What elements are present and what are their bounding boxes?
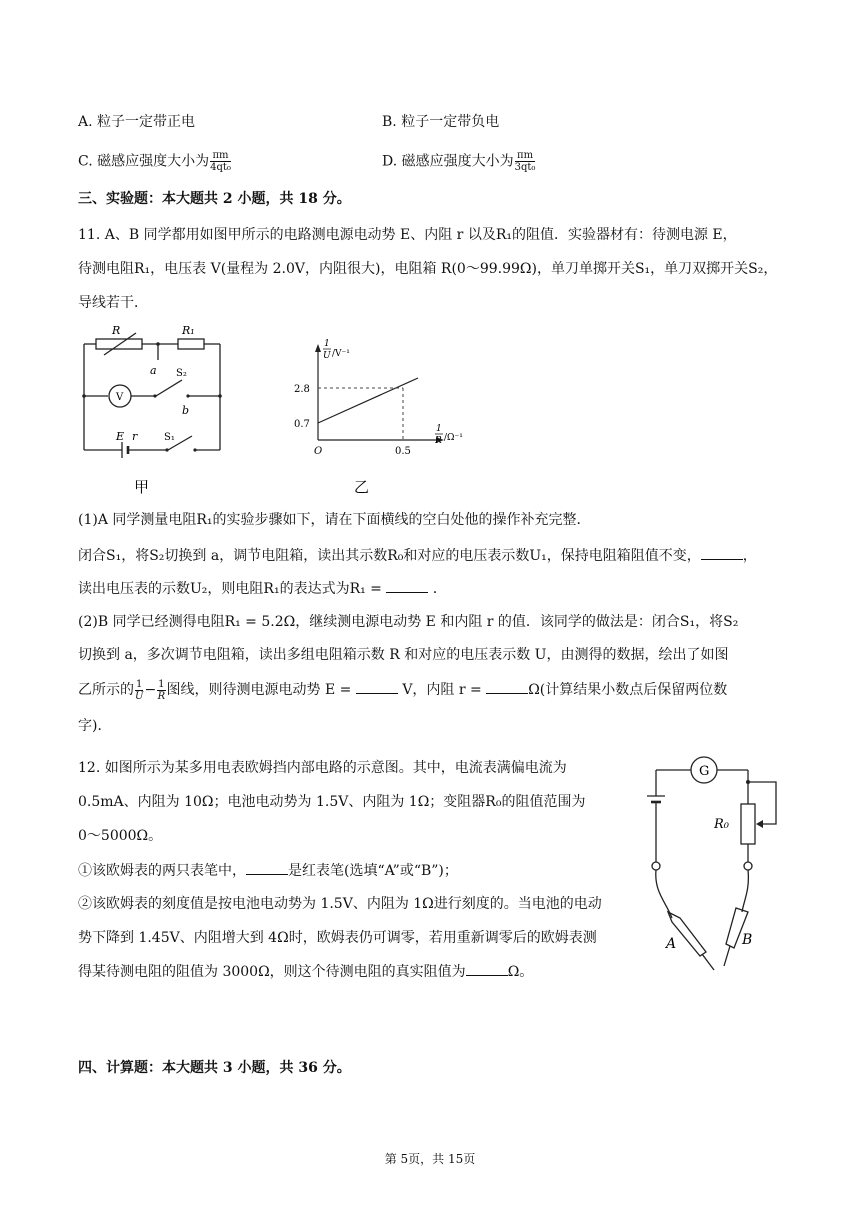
y-axis-num: 1 [324,339,330,349]
answer-blank-6[interactable] [466,961,508,976]
label-r: r [132,430,138,443]
ohmmeter-figure [636,752,796,974]
frac-u-num: 1 [136,678,143,690]
q11-p2-line-3-text: 乙所示的 [78,682,134,698]
label-R: R [112,324,121,337]
option-b: B. 粒子一定带负电 [382,114,500,130]
origin-label: O [314,446,323,457]
section-3-title: 三、实验题：本大题共 2 小题，共 18 分。 [78,191,351,207]
q12-line-7-end: Ω。 [507,964,534,980]
q12-line-4-end: 是红表笔(选填“A”或“B”)； [288,863,458,879]
frac-u-den: U [135,690,144,702]
q11-p1-line-2 [78,545,757,566]
q11-p2-line-3-unit: V，内阻 r = [402,682,482,698]
probe-B-label: B [742,932,753,948]
q11-p2-line-2: 切换到 a，多次调节电阻箱，读出多组电阻箱示数 R 和对应的电压表示数 U，由测得的数据，绘出了如图 [78,647,729,663]
frac-r-den: R [157,690,166,702]
minus-sign: − [144,682,157,698]
x-axis-unit: /Ω⁻¹ [444,433,463,443]
x-axis-num: 1 [436,424,442,434]
label-b: b [182,404,190,417]
q11-p1-line-3-end: ． [432,581,447,597]
option-c-text: C. 磁感应强度大小为 [78,153,210,170]
answer-blank-1[interactable] [701,545,743,560]
option-d-den: 3qt₀ [514,162,536,173]
option-d-fraction [515,150,536,173]
q12-line-2: 0.5mA、内阻为 10Ω；电池电动势为 1.5V、内阻为 1Ω；变阻器R₀的阻值范围为 [78,794,586,810]
circuit-figure-jia [78,322,238,502]
q12-line-5: ②该欧姆表的刻度值是按电池电动势为 1.5V、内阻为 1Ω进行刻度的。当电池的电动 [78,896,602,912]
label-S1: S₁ [164,432,175,443]
q11-p1-line-2-end: ， [742,548,757,564]
caption-yi: 乙 [354,478,370,496]
probe-A-label: A [666,936,677,952]
q11-p1-line-1: (1)A 同学测量电阻R₁的实验步骤如下，请在下面横线的空白处他的操作补充完整． [78,512,591,528]
answer-blank-5[interactable] [246,860,288,875]
tick-2-8: 2.8 [294,384,310,395]
q11-p1-line-2-text: 闭合S₁，将S₂切换到 a，调节电阻箱，读出其示数R₀和对应的电压表示数U₁，保持电阻箱阻值不变， [78,548,701,564]
label-E: E [116,430,125,443]
frac-1-over-R [157,679,165,702]
graph-figure-yi [290,330,480,500]
y-axis-den: U [323,351,331,361]
answer-blank-2[interactable] [386,578,428,593]
q11-p2-line-4: 字)． [78,718,112,734]
label-V: V [116,392,124,403]
page-footer: 第 5页，共 15页 [384,1152,476,1166]
option-d-text: D. 磁感应强度大小为 [382,153,514,170]
q11-p2-line-3-end: Ω(计算结果小数点后保留两位数 [528,682,728,698]
q11-line-2: 待测电阻R₁，电压表 V(量程为 2.0V，内阻很大)，电阻箱 R(0～99.99Ω)，单刀单掷开关S₁，单刀双掷开关S₂， [78,261,778,277]
q11-line-3: 导线若干． [78,295,148,311]
x-axis-den: R [435,436,442,446]
q11-p2-line-3 [78,676,727,704]
caption-jia: 甲 [134,478,150,496]
label-S2: S₂ [176,368,187,379]
option-c [78,150,232,173]
q11-p1-line-3 [78,578,447,599]
option-c-den: 4qt₀ [210,162,231,173]
frac-r-num: 1 [158,678,165,690]
q12-line-1: 12. 如图所示为某多用电表欧姆挡内部电路的示意图。其中，电流表满偏电流为 [78,760,567,776]
answer-blank-4[interactable] [486,679,528,694]
q12-line-3: 0～5000Ω。 [78,828,163,844]
label-a: a [150,364,157,377]
q12-line-6: 势下降到 1.45V、内阻增大到 4Ω时，欧姆表仍可调零，若用重新调零后的欧姆表测 [78,930,597,946]
option-d-num: πm [515,150,536,162]
q11-p1-line-3-text: 读出电压表的示数U₂，则电阻R₁的表达式为R₁ = [78,581,382,597]
label-R0: R₀ [714,817,729,832]
section-4-title: 四、计算题：本大题共 3 小题，共 36 分。 [78,1060,351,1076]
option-a: A. 粒子一定带正电 [78,114,196,130]
q11-line-1: 11. A、B 同学都用如图甲所示的电路测电源电动势 E、内阻 r 以及R₁的阻值．实验器材有：待测电源 E， [78,227,737,243]
tick-0-7: 0.7 [294,419,310,430]
q12-line-7 [78,961,533,982]
option-c-fraction [210,150,231,173]
q12-line-4-text: ①该欧姆表的两只表笔中， [78,863,246,879]
answer-blank-3[interactable] [356,679,398,694]
q12-line-4 [78,860,458,881]
tick-0-5: 0.5 [395,446,411,457]
option-c-num: πm [210,150,231,162]
q12-line-7-text: 得某待测电阻的阻值为 3000Ω，则这个待测电阻的真实阻值为 [78,964,466,980]
frac-1-over-U [135,679,143,702]
galvanometer-label: G [699,764,710,779]
y-axis-unit: /V⁻¹ [332,349,350,359]
option-d [382,150,536,173]
label-R1: R₁ [182,324,195,337]
q11-p2-line-1: (2)B 同学已经测得电阻R₁ = 5.2Ω，继续测电源电动势 E 和内阻 r 的值．该同学的做法是：闭合S₁，将S₂ [78,614,739,630]
q11-p2-line-3-mid: 图线，则待测电源电动势 E = [166,682,352,698]
